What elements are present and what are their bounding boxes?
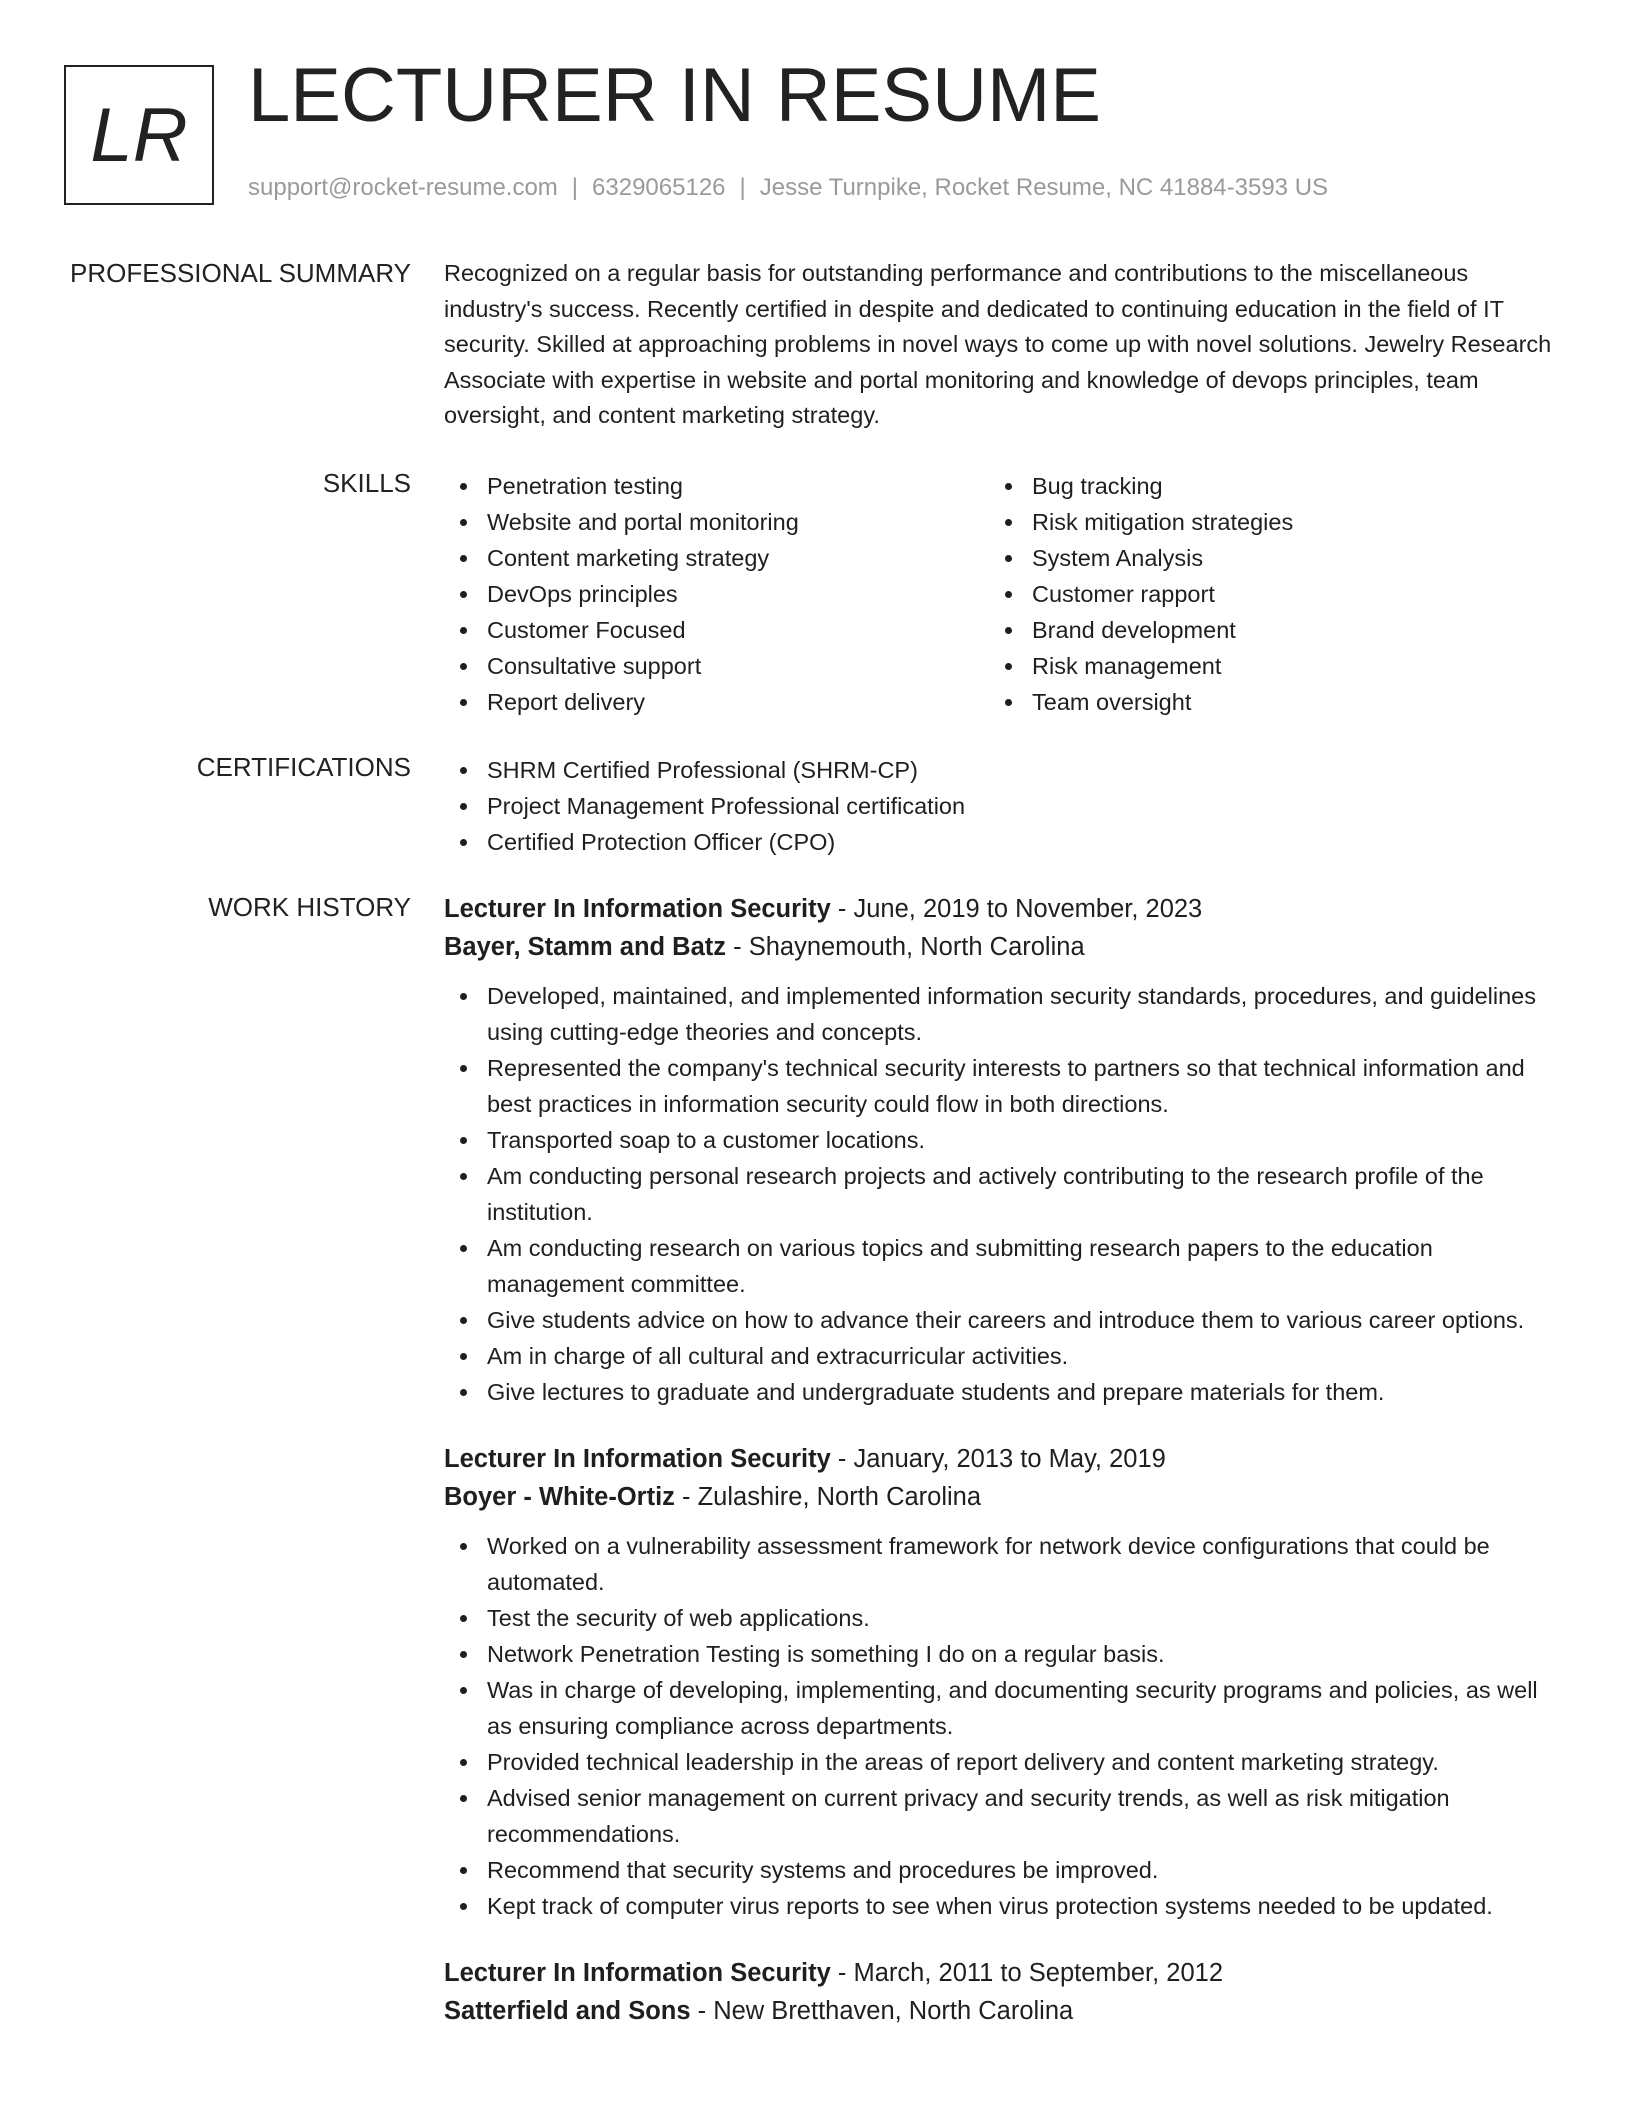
- job-bullets: [444, 978, 1554, 1410]
- job-bullet: Worked on a vulnerability assessment framework for network device configurations that could be automated.: [444, 1528, 1554, 1600]
- work-history-body: [444, 890, 1554, 2060]
- job-dates: - January, 2013 to May, 2019: [830, 1445, 1166, 1473]
- certification-item: Certified Protection Officer (CPO): [444, 824, 1554, 860]
- job-company: Bayer, Stamm and Batz: [444, 933, 727, 961]
- summary-label: PROFESSIONAL SUMMARY: [70, 258, 411, 288]
- skill-item: Team oversight: [989, 684, 1534, 720]
- job-bullet: Represented the company's technical security interests to partners so that technical information and best practices in information security could flow in both directions.: [444, 1050, 1554, 1122]
- job-bullet: Developed, maintained, and implemented information security standards, procedures, and guidelines using cutting-edge theories and concepts.: [444, 978, 1554, 1050]
- job-title-line: [444, 1440, 1554, 1478]
- skill-item: Bug tracking: [989, 468, 1534, 504]
- job-location: - Shaynemouth, North Carolina: [726, 933, 1085, 961]
- job-company: Satterfield and Sons: [444, 1997, 691, 2025]
- monogram-box: [64, 65, 214, 205]
- job-location: - New Bretthaven, North Carolina: [690, 1997, 1074, 2025]
- skill-item: DevOps principles: [444, 576, 989, 612]
- skill-item: Consultative support: [444, 648, 989, 684]
- skill-item: Risk management: [989, 648, 1534, 684]
- skills-columns: [444, 468, 1554, 720]
- monogram-initials: LR: [90, 92, 188, 178]
- job-title: Lecturer In Information Security: [444, 895, 831, 923]
- resume-name: LECTURER IN RESUME: [248, 53, 1101, 138]
- skills-list-right: [989, 468, 1534, 720]
- job-dates: - June, 2019 to November, 2023: [830, 895, 1203, 923]
- skill-item: Content marketing strategy: [444, 540, 989, 576]
- skill-item: Penetration testing: [444, 468, 989, 504]
- summary-text: Recognized on a regular basis for outstanding performance and contributions to the miscellaneous industry's success. Recently certified in despite and dedicated to continuing education in the field of IT security. Skilled at approaching problems in novel ways to come up with novel solutions. Jewelry Research Associate with expertise in website and portal monitoring and knowledge of devops principles, team oversight, and content marketing strategy.: [444, 260, 1552, 428]
- job-company-line: [444, 928, 1554, 966]
- job-bullet: Test the security of web applications.: [444, 1600, 1554, 1636]
- job-bullets: [444, 1528, 1554, 1924]
- skill-item: Risk mitigation strategies: [989, 504, 1534, 540]
- contact-email: support@rocket-resume.com: [248, 174, 558, 201]
- job-location: - Zulashire, North Carolina: [674, 1483, 982, 1511]
- job-bullet: Kept track of computer virus reports to see when virus protection systems needed to be updated.: [444, 1888, 1554, 1924]
- certifications-body: [444, 752, 1554, 860]
- job-entry: [444, 890, 1554, 1410]
- job-title: Lecturer In Information Security: [444, 1959, 831, 1987]
- skill-item: Website and portal monitoring: [444, 504, 989, 540]
- job-bullet: Am in charge of all cultural and extracurricular activities.: [444, 1338, 1554, 1374]
- job-dates: - March, 2011 to September, 2012: [830, 1959, 1224, 1987]
- job-bullet: Was in charge of developing, implementing, and documenting security programs and policies, as well as ensuring compliance across departments.: [444, 1672, 1554, 1744]
- job-company-line: [444, 1478, 1554, 1516]
- job-bullet: Network Penetration Testing is something I do on a regular basis.: [444, 1636, 1554, 1672]
- job-entry: [444, 1954, 1554, 2030]
- job-bullet: Advised senior management on current privacy and security trends, as well as risk mitigation recommendations.: [444, 1780, 1554, 1852]
- certification-item: SHRM Certified Professional (SHRM-CP): [444, 752, 1554, 788]
- job-bullet: Am conducting research on various topics and submitting research papers to the education management committee.: [444, 1230, 1554, 1302]
- job-title: Lecturer In Information Security: [444, 1445, 831, 1473]
- contact-separator: |: [739, 174, 746, 201]
- job-bullet: Give lectures to graduate and undergraduate students and prepare materials for them.: [444, 1374, 1554, 1410]
- skills-list-left: [444, 468, 989, 720]
- contact-line: [248, 174, 1328, 202]
- work-history-label: WORK HISTORY: [208, 892, 411, 922]
- job-entry: [444, 1440, 1554, 1924]
- contact-address: Jesse Turnpike, Rocket Resume, NC 41884-3593 US: [759, 174, 1329, 201]
- contact-phone: 6329065126: [592, 174, 726, 201]
- skills-label: SKILLS: [322, 468, 411, 498]
- skill-item: System Analysis: [989, 540, 1534, 576]
- job-bullet: Am conducting personal research projects and actively contributing to the research profile of the institution.: [444, 1158, 1554, 1230]
- certification-item: Project Management Professional certification: [444, 788, 1554, 824]
- skill-item: Customer Focused: [444, 612, 989, 648]
- job-bullet: Recommend that security systems and procedures be improved.: [444, 1852, 1554, 1888]
- job-bullet: Provided technical leadership in the areas of report delivery and content marketing strategy.: [444, 1744, 1554, 1780]
- job-company: Boyer - White-Ortiz: [444, 1483, 675, 1511]
- job-title-line: [444, 1954, 1554, 1992]
- certifications-list: [444, 752, 1554, 860]
- job-bullet: Give students advice on how to advance their careers and introduce them to various career options.: [444, 1302, 1554, 1338]
- skill-item: Customer rapport: [989, 576, 1534, 612]
- job-bullet: Transported soap to a customer locations.: [444, 1122, 1554, 1158]
- certifications-label: CERTIFICATIONS: [196, 752, 411, 782]
- job-title-line: [444, 890, 1554, 928]
- job-company-line: [444, 1992, 1554, 2030]
- contact-separator: |: [571, 174, 579, 201]
- skill-item: Brand development: [989, 612, 1534, 648]
- skill-item: Report delivery: [444, 684, 989, 720]
